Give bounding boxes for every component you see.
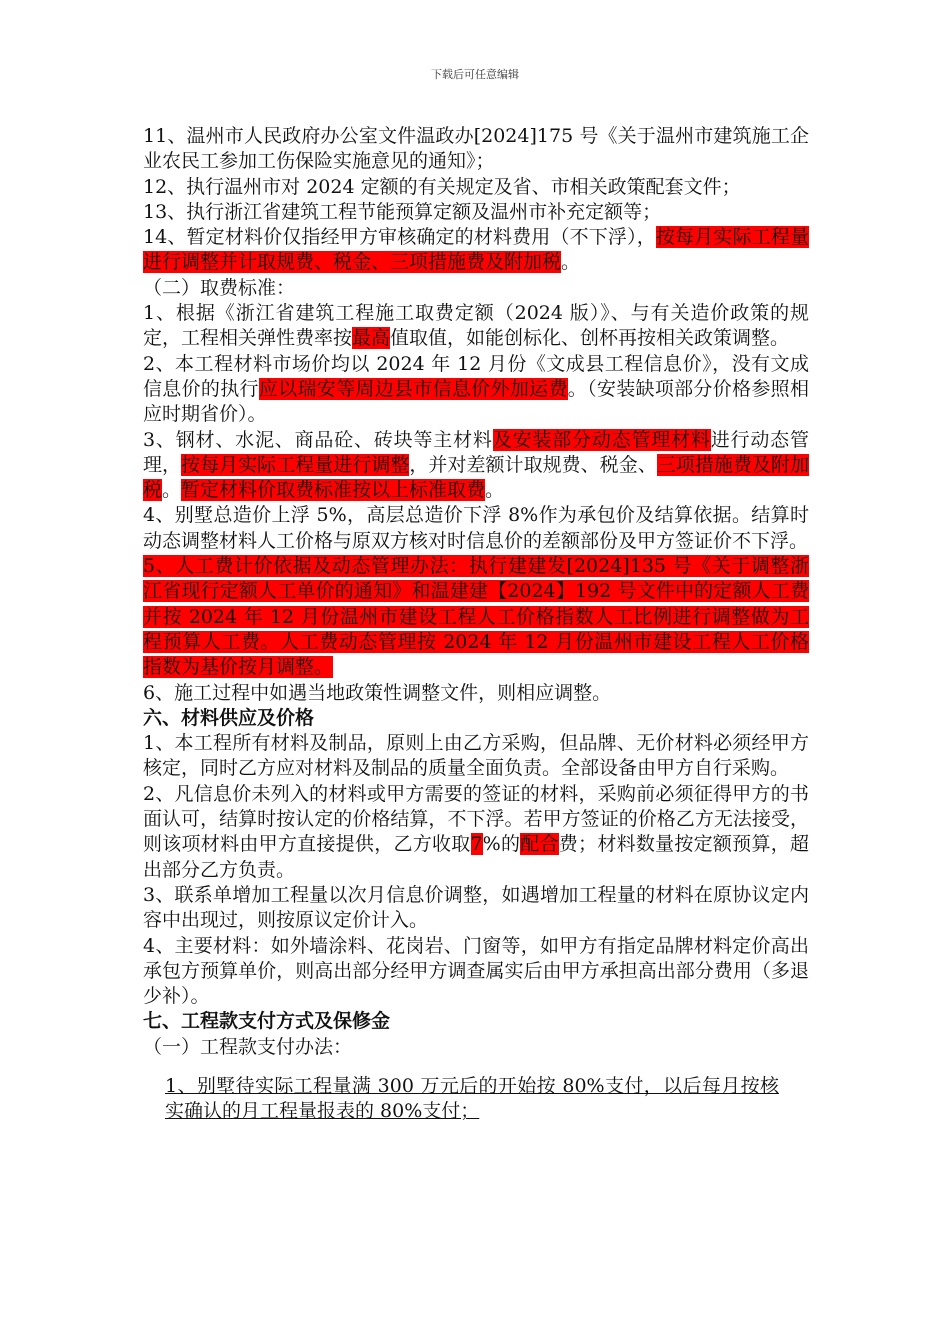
highlight: 按每月实际工程量进行调整并计取规费、税金、三项措施费及附加税 — [143, 226, 809, 274]
highlight: 按每月实际工程量进行调整 — [181, 453, 410, 476]
material-item-1: 1、本工程所有材料及制品，原则上由乙方采购，但品牌、无价材料必须经甲方核定，同时乙方应对材料及制品的质量全面负责。全部设备由甲方自行采购。 — [143, 732, 809, 780]
document-body — [143, 124, 809, 1125]
clause-13: 13、执行浙江省建筑工程节能预算定额及温州市补充定额等； — [143, 200, 662, 223]
fee-item-2-text: 2、本工程材料市场价均以 2024 年 12 月份《文成县工程信息价》，没有文成信息价的执行 — [143, 352, 809, 400]
highlight: 应以瑞安等周边县市信息价外加运费 — [258, 377, 568, 400]
fee-item-3-end: 。 — [485, 479, 505, 502]
material-item-4: 4、主要材料：如外墙涂料、花岗岩、门窗等，如甲方有指定品牌材料定价高出承包方预算单价，则高出部分经甲方调查属实后由甲方承担高出部分费用（多退少补）。 — [143, 934, 809, 1008]
highlight: 最高 — [352, 327, 391, 350]
clause-14 — [143, 225, 809, 276]
section-7-heading: 七、工程款支付方式及保修金 — [143, 1010, 391, 1033]
fee-item-6: 6、施工过程中如遇当地政策性调整文件，则相应调整。 — [143, 681, 612, 704]
payment-item-1: 1、别墅待实际工程量满 300 万元后的开始按 80%支付，以后每月按核实确认的月工程量报表的 80%支付； — [165, 1074, 779, 1123]
fee-item-3-text: ，并对差额计取规费、税金、 — [409, 453, 657, 476]
highlight: 7 — [470, 833, 483, 856]
fee-item-1 — [143, 301, 809, 352]
clause-14-end: 。 — [561, 251, 581, 274]
clause-12: 12、执行温州市对 2024 定额的有关规定及省、市相关政策配套文件； — [143, 175, 741, 198]
highlight: 5、人工费计价依据及动态管理办法：执行建建发[2024]135 号《关于调整浙江省现行定额人工单价的通知》和温建建【2024】192 号文件中的定额人工费并按 2024 年 12 月份温州市建设工程人工价格指数人工比例进行调整做为工程预算人工费。人工费动态管理按 2024 年 12 月份温州市建设工程人工价格指数为基价按月调整。 — [143, 555, 809, 679]
highlight: 三项措施费及附加税 — [143, 453, 809, 502]
fee-item-3 — [143, 428, 809, 504]
highlight: 暂定材料价取费标准按以上标准取费 — [181, 479, 486, 502]
fee-item-4: 4、别墅总造价上浮 5%，高层总造价下浮 8%作为承包价及结算依据。结算时动态调整材料人工价格与原双方核对时信息价的差额部份及甲方签证价不下浮。 — [143, 504, 809, 552]
fee-item-3-text: 进行动态管理， — [143, 428, 809, 476]
fee-item-2 — [143, 352, 809, 428]
material-item-2 — [143, 782, 809, 883]
fee-item-5 — [143, 554, 809, 680]
fee-item-3-text: 。 — [162, 479, 182, 502]
payment-method-title: （一）工程款支付办法： — [143, 1035, 353, 1058]
section-6-heading: 六、材料供应及价格 — [143, 706, 315, 729]
fee-item-1-end: 值取值，如能创标化、创杯再按相关政策调整。 — [390, 327, 790, 350]
material-item-2-text: %的 — [482, 833, 521, 856]
page-header: 下载后可任意编辑 — [431, 68, 519, 81]
fee-item-3-text: 3、钢材、水泥、商品砼、砖块等主材料 — [143, 428, 493, 451]
spacer — [143, 1060, 809, 1074]
highlight: 及安装部分动态管理材料 — [492, 428, 711, 451]
clause-11: 11、温州市人民政府办公室文件温政办[2024]175 号《关于温州市建筑施工企业农民工参加工伤保险实施意见的通知》； — [143, 125, 809, 173]
highlight: 配合 — [520, 833, 559, 856]
fee-item-2-end: 。（安装缺项部分价格参照相应时期省价）。 — [143, 377, 809, 426]
material-item-3: 3、联系单增加工程量以次月信息价调整，如遇增加工程量的材料在原协议定内容中出现过，则按原议定价计入。 — [143, 883, 809, 932]
clause-14-text: 14、暂定材料价仅指经甲方审核确定的材料费用（不下浮）， — [143, 226, 656, 249]
fee-item-1-text: 1、根据《浙江省建筑工程施工取费定额（2024 版）》、与有关造价政策的规定，工程相关弹性费率按 — [143, 302, 809, 350]
material-item-2-text: 2、凡信息价未列入的材料或甲方需要的签证的材料，采购前必须征得甲方的书面认可，结算时按认定的价格结算，不下浮。若甲方签证的价格乙方无法接受，则该项材料由甲方直接提供，乙方收取 — [143, 782, 809, 856]
material-item-2-end: 费；材料数量按定额预算，超出部分乙方负责。 — [143, 833, 809, 881]
fee-standard-title: （二）取费标准： — [143, 276, 296, 299]
